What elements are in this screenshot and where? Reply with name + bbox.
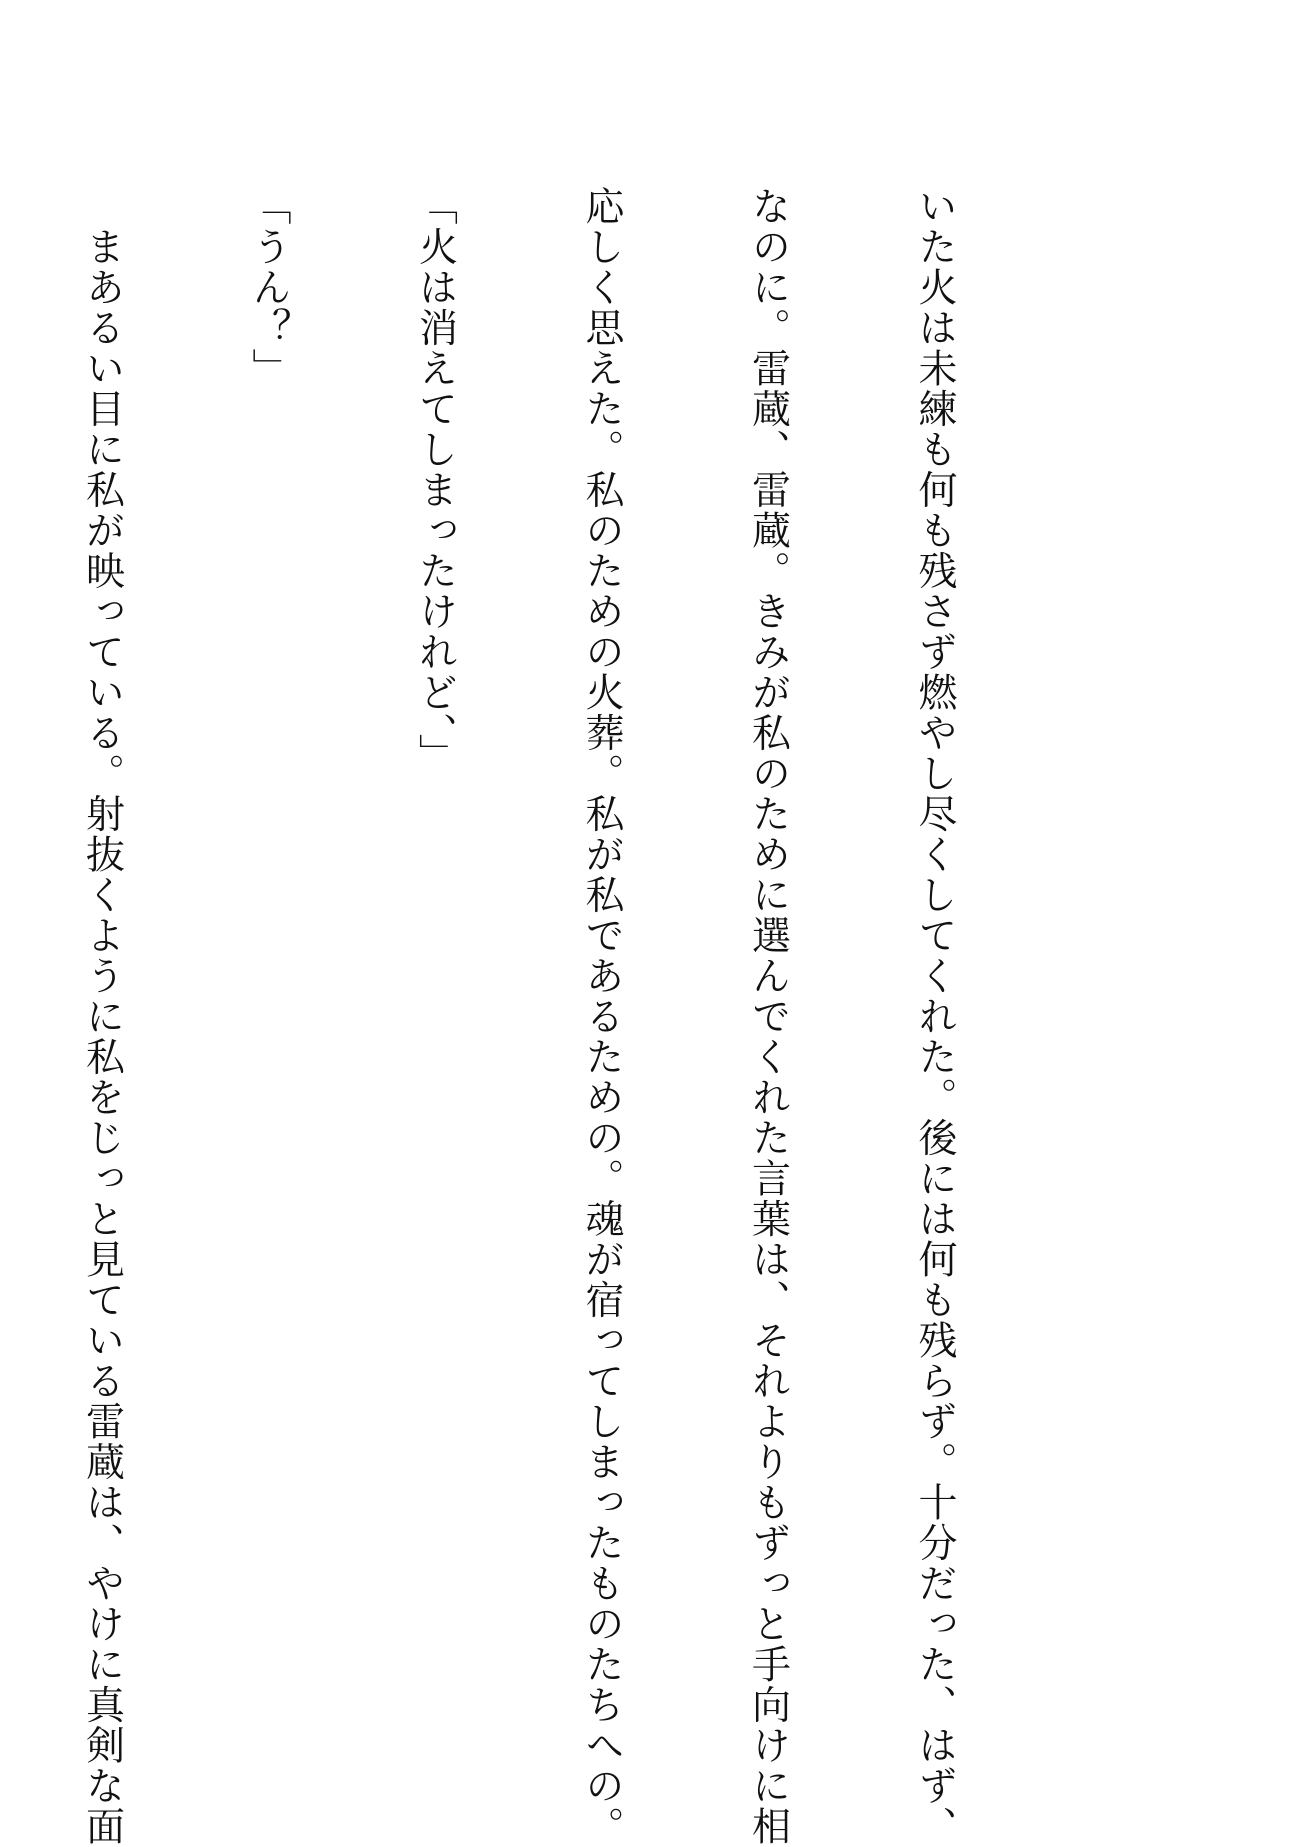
text-line-4: 「火は消えてしまったけれど、」 [412,186,458,774]
text-line-6: まあるい目に私が映っている。射抜くように私をじっと見ている雷蔵は、やけに真剣な面 [79,186,125,1847]
text-line-1: いた火は未練も何も残さず燃やし尽くしてくれた。後には何も残らず。十分だった、はず、 [912,186,957,1847]
vertical-text-body [0,186,1073,1847]
text-line-3: 応しく思えた。私のための火葬。私が私であるための。魂が宿ってしまったものたちへの。 [579,186,624,1847]
text-line-5: 「うん？」 [246,186,291,389]
text-line-2: なのに。雷蔵、雷蔵。きみが私のために選んでくれた言葉は、それよりもずっと手向けに相 [745,186,791,1847]
